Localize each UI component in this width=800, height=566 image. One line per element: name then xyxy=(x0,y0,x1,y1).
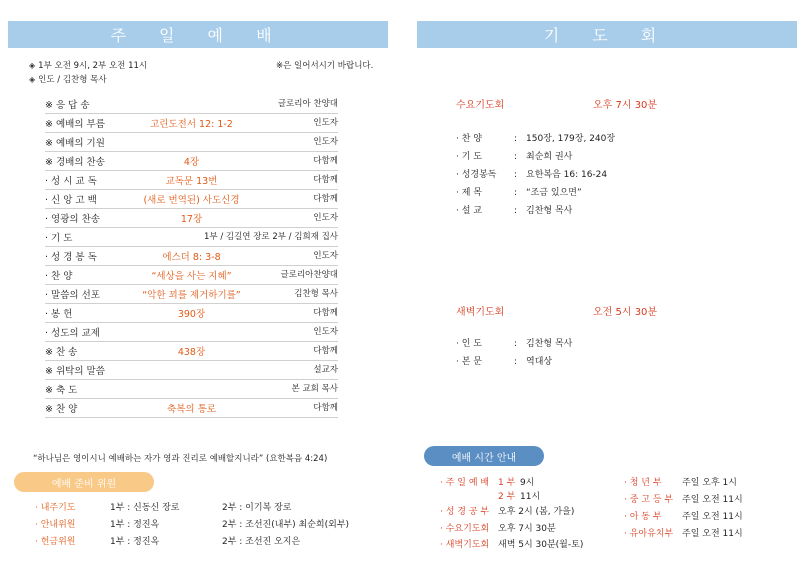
order-row xyxy=(45,189,338,209)
order-row xyxy=(45,322,338,342)
order-item-person: 인도자 xyxy=(313,251,338,261)
order-item-name: ※ 예배의 부름 xyxy=(45,119,105,130)
order-row xyxy=(45,113,338,133)
schedule-value: 주일 오전 11시 xyxy=(682,529,743,539)
prayer-detail-line xyxy=(456,131,615,144)
prayer-detail-line xyxy=(456,354,552,367)
schedule-title: 예배 시간 안내 xyxy=(424,446,544,466)
scripture-verse: “하나님은 영이시니 예배하는 자가 영과 진리로 예배할지니라” (요한복음 4:24) xyxy=(33,454,328,464)
prayer-detail-line xyxy=(456,185,582,198)
committee-first-service: 1부 : 신동신 장로 xyxy=(110,503,180,513)
order-item-person: 다함께 xyxy=(313,346,338,356)
order-row xyxy=(45,303,338,323)
order-item-detail: 438장 xyxy=(177,347,206,358)
prayer-banner: 기 도 회 xyxy=(417,21,797,48)
prayer-detail-line xyxy=(456,149,572,162)
schedule-row xyxy=(440,489,540,502)
colon: : xyxy=(514,152,518,162)
schedule-label: · 아 동 부 xyxy=(624,512,662,522)
order-item-name: · 성도의 교제 xyxy=(45,328,100,339)
schedule-label: · 새벽기도회 xyxy=(440,540,490,550)
order-row xyxy=(45,151,338,171)
order-row xyxy=(45,132,338,152)
order-item-person: 다함께 xyxy=(313,156,338,166)
order-item-name: · 봉 헌 xyxy=(45,309,73,320)
schedule-label: · 청 년 부 xyxy=(624,478,662,488)
leader-info-text: 인도 / 김찬형 목사 xyxy=(38,75,107,85)
schedule-service: 1 부 xyxy=(498,478,516,488)
colon: : xyxy=(514,339,518,349)
schedule-row xyxy=(624,509,743,522)
order-item-name: ※ 위탁의 말씀 xyxy=(45,366,105,377)
schedule-row xyxy=(624,492,743,505)
order-item-person: 글로리아찬양대 xyxy=(280,270,338,280)
order-item-person: 다함께 xyxy=(313,194,338,204)
order-item-person: 인도자 xyxy=(313,213,338,223)
prayer-detail-value: 역대상 xyxy=(526,357,553,367)
wed-prayer-time: 오후 7시 30분 xyxy=(593,100,658,111)
schedule-row xyxy=(440,475,534,488)
prayer-detail-label: · 성경봉독 xyxy=(456,170,497,180)
order-item-name: · 신 앙 고 백 xyxy=(45,195,97,206)
prayer-detail-label: · 제 목 xyxy=(456,188,482,198)
service-times xyxy=(29,59,147,71)
order-row xyxy=(45,284,338,304)
order-item-detail: 교독문 13번 xyxy=(165,176,218,187)
schedule-label: · 수요기도회 xyxy=(440,524,490,534)
committee-first-service: 1부 : 정진옥 xyxy=(110,537,160,547)
order-item-detail: “악한 꾀를 제거하기를” xyxy=(142,290,241,301)
schedule-value: 9시 xyxy=(520,478,535,488)
committee-second-service: 2부 : 조선진 오지은 xyxy=(222,537,301,547)
schedule-label: · 주 일 예 배 xyxy=(440,478,490,488)
standing-note: ※은 일어서시기 바랍니다. xyxy=(276,61,374,71)
order-item-detail: (새로 번역된) 사도신경 xyxy=(143,195,240,206)
schedule-label: · 성 경 공 부 xyxy=(440,507,490,517)
order-item-name: · 찬 양 xyxy=(45,271,73,282)
prayer-detail-value: 150장, 179장, 240장 xyxy=(526,134,616,144)
dawn-prayer-title: 새벽기도회 xyxy=(456,307,505,318)
prayer-detail-label: · 인 도 xyxy=(456,339,482,349)
schedule-row xyxy=(440,504,574,517)
schedule-value: 11시 xyxy=(520,492,541,502)
order-item-person: 다함께 xyxy=(313,403,338,413)
order-row xyxy=(45,94,338,114)
service-times-text: 1부 오전 9시, 2부 오전 11시 xyxy=(38,61,148,71)
colon: : xyxy=(514,170,518,180)
order-item-detail: 4장 xyxy=(183,157,200,168)
schedule-service: 2 부 xyxy=(498,492,516,502)
schedule-value: 주일 오전 11시 xyxy=(682,495,743,505)
prayer-detail-label: · 설 교 xyxy=(456,206,482,216)
order-row xyxy=(45,170,338,190)
diamond-icon: ◈ xyxy=(29,61,36,70)
order-item-detail: “세상을 사는 지혜” xyxy=(151,271,232,282)
order-item-person: 인도자 xyxy=(313,327,338,337)
diamond-icon: ◈ xyxy=(29,75,36,84)
order-row xyxy=(45,208,338,228)
order-item-person: 설교자 xyxy=(313,365,338,375)
order-item-name: ※ 축 도 xyxy=(45,385,78,396)
committee-first-service: 1부 : 정진옥 xyxy=(110,520,160,530)
order-item-detail: 390장 xyxy=(177,309,206,320)
dawn-prayer-time: 오전 5시 30분 xyxy=(593,307,658,318)
order-item-person: 다함께 xyxy=(313,175,338,185)
order-item-name: · 기 도 xyxy=(45,233,73,244)
order-item-detail: 에스더 8: 3-8 xyxy=(162,252,221,263)
committee-role: · 내주기도 xyxy=(35,503,76,513)
order-item-name: · 성 경 봉 독 xyxy=(45,252,97,263)
committee-role: · 안내위원 xyxy=(35,520,76,530)
order-row xyxy=(45,341,338,361)
order-item-detail: 축복의 통로 xyxy=(167,404,216,415)
prayer-detail-value: 김찬형 목사 xyxy=(526,206,573,216)
order-item-name: ※ 응 답 송 xyxy=(45,100,90,111)
order-item-person: 인도자 xyxy=(313,118,338,128)
order-item-person: 김찬형 목사 xyxy=(294,289,338,299)
prayer-detail-value: 김찬형 목사 xyxy=(526,339,573,349)
order-item-person: 인도자 xyxy=(313,137,338,147)
schedule-value: 주일 오전 11시 xyxy=(682,512,743,522)
prayer-detail-label: · 찬 양 xyxy=(456,134,482,144)
colon: : xyxy=(514,206,518,216)
prayer-detail-line xyxy=(456,167,607,180)
leader-info xyxy=(29,73,107,85)
order-item-name: ※ 찬 양 xyxy=(45,404,78,415)
order-item-detail: 17장 xyxy=(180,214,203,225)
schedule-value: 주일 오후 1시 xyxy=(682,478,737,488)
prayer-detail-value: 최순희 권사 xyxy=(526,152,573,162)
order-item-name: · 성 시 교 독 xyxy=(45,176,97,187)
prayer-detail-label: · 본 문 xyxy=(456,357,482,367)
prayer-detail-line xyxy=(456,336,572,349)
schedule-label: · 중 고 등 부 xyxy=(624,495,674,505)
schedule-value: 새벽 5시 30분(월-토) xyxy=(498,540,584,550)
order-row xyxy=(45,379,338,399)
order-item-name: ※ 찬 송 xyxy=(45,347,78,358)
order-item-person: 1부 / 김길연 장로 2부 / 김희재 집사 xyxy=(204,232,338,242)
schedule-row xyxy=(440,537,583,550)
colon: : xyxy=(514,357,518,367)
order-item-person: 글로리아 찬양대 xyxy=(277,99,338,109)
order-item-name: · 영광의 찬송 xyxy=(45,214,100,225)
colon: : xyxy=(514,134,518,144)
order-item-person: 다함께 xyxy=(313,308,338,318)
schedule-row xyxy=(624,526,743,539)
order-row xyxy=(45,265,338,285)
committee-second-service: 2부 : 조선진(내부) 최순희(외부) xyxy=(222,520,350,530)
order-item-name: ※ 경배의 찬송 xyxy=(45,157,105,168)
wed-prayer-title: 수요기도회 xyxy=(456,100,505,111)
order-item-name: ※ 예배의 기원 xyxy=(45,138,105,149)
schedule-row xyxy=(624,475,737,488)
colon: : xyxy=(514,188,518,198)
order-row xyxy=(45,227,338,247)
schedule-value: 오후 7시 30분 xyxy=(498,524,556,534)
order-item-detail: 고린도전서 12: 1-2 xyxy=(150,119,233,130)
schedule-value: 오후 2시 (봄, 가을) xyxy=(498,507,575,517)
order-item-person: 본 교회 목사 xyxy=(291,384,338,394)
schedule-row xyxy=(440,521,556,534)
prayer-detail-line xyxy=(456,203,572,216)
worship-banner: 주 일 예 배 xyxy=(8,21,388,48)
order-row xyxy=(45,246,338,266)
prayer-detail-value: 요한복음 16: 16-24 xyxy=(526,170,608,180)
order-row xyxy=(45,360,338,380)
committee-second-service: 2부 : 이기복 장로 xyxy=(222,503,292,513)
order-item-name: · 말씀의 선포 xyxy=(45,290,100,301)
schedule-label: · 유아유치부 xyxy=(624,529,674,539)
committee-title: 예배 준비 위원 xyxy=(14,472,154,492)
prayer-detail-label: · 기 도 xyxy=(456,152,482,162)
order-row xyxy=(45,398,338,418)
prayer-detail-value: “조금 있으면” xyxy=(526,188,582,198)
committee-role: · 헌금위원 xyxy=(35,537,76,547)
